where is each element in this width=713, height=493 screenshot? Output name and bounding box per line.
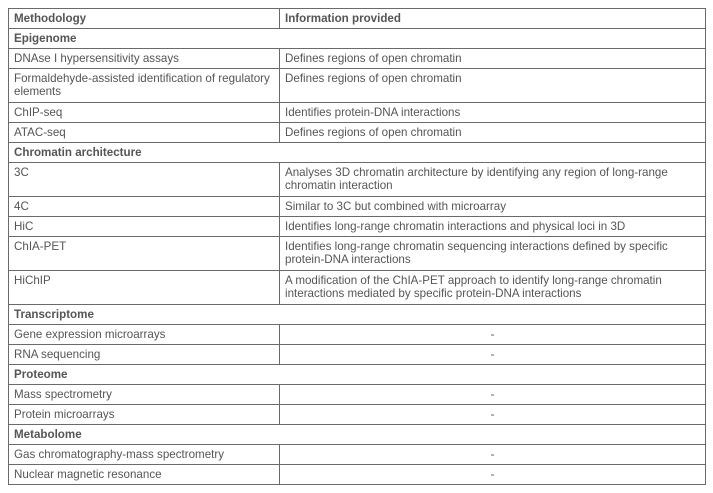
method-cell: HiC (9, 217, 280, 237)
section-title: Epigenome (9, 29, 706, 49)
method-cell: HiChIP (9, 271, 280, 305)
info-cell: Defines regions of open chromatin (280, 69, 706, 103)
section-row-epigenome (9, 29, 706, 49)
table-row (9, 345, 706, 365)
table-row (9, 385, 706, 405)
info-cell: Identifies long-range chromatin interactions and physical loci in 3D (280, 217, 706, 237)
table-row (9, 237, 706, 271)
section-title: Metabolome (9, 425, 706, 445)
table-row (9, 325, 706, 345)
table-row (9, 69, 706, 103)
method-cell: Mass spectrometry (9, 385, 280, 405)
method-cell: Protein microarrays (9, 405, 280, 425)
info-cell: Similar to 3C but combined with microarray (280, 197, 706, 217)
table-row (9, 123, 706, 143)
info-cell: - (280, 345, 706, 365)
method-cell: ChIP-seq (9, 103, 280, 123)
method-cell: ChIA-PET (9, 237, 280, 271)
method-cell: Gene expression microarrays (9, 325, 280, 345)
method-cell: ATAC-seq (9, 123, 280, 143)
section-row-transcriptome (9, 305, 706, 325)
section-title: Transcriptome (9, 305, 706, 325)
table-row (9, 271, 706, 305)
info-cell: - (280, 385, 706, 405)
table-row (9, 405, 706, 425)
header-row (9, 9, 706, 29)
info-cell: Defines regions of open chromatin (280, 49, 706, 69)
method-cell: RNA sequencing (9, 345, 280, 365)
method-cell: Nuclear magnetic resonance (9, 465, 280, 485)
info-cell: Defines regions of open chromatin (280, 123, 706, 143)
info-cell: - (280, 405, 706, 425)
table-row (9, 445, 706, 465)
section-row-chromatin-architecture (9, 143, 706, 163)
table-row (9, 197, 706, 217)
table-row (9, 103, 706, 123)
section-row-metabolome (9, 425, 706, 445)
header-information-provided: Information provided (280, 9, 706, 29)
method-cell: Gas chromatography-mass spectrometry (9, 445, 280, 465)
method-cell: DNAse I hypersensitivity assays (9, 49, 280, 69)
info-cell: - (280, 445, 706, 465)
table-row (9, 49, 706, 69)
method-cell: 3C (9, 163, 280, 197)
table-row (9, 163, 706, 197)
table-row (9, 465, 706, 485)
header-methodology: Methodology (9, 9, 280, 29)
method-cell: 4C (9, 197, 280, 217)
section-row-proteome (9, 365, 706, 385)
info-cell: - (280, 465, 706, 485)
section-title: Chromatin architecture (9, 143, 706, 163)
table-row (9, 217, 706, 237)
section-title: Proteome (9, 365, 706, 385)
info-cell: Identifies protein-DNA interactions (280, 103, 706, 123)
info-cell: A modification of the ChIA-PET approach to identify long-range chromatin interactions mediated by specific protein-DNA interactions (280, 271, 706, 305)
info-cell: Identifies long-range chromatin sequencing interactions defined by specific protein-DNA interactions (280, 237, 706, 271)
info-cell: Analyses 3D chromatin architecture by identifying any region of long-range chromatin interaction (280, 163, 706, 197)
info-cell: - (280, 325, 706, 345)
method-cell: Formaldehyde-assisted identification of regulatory elements (9, 69, 280, 103)
methodology-table (8, 8, 706, 485)
